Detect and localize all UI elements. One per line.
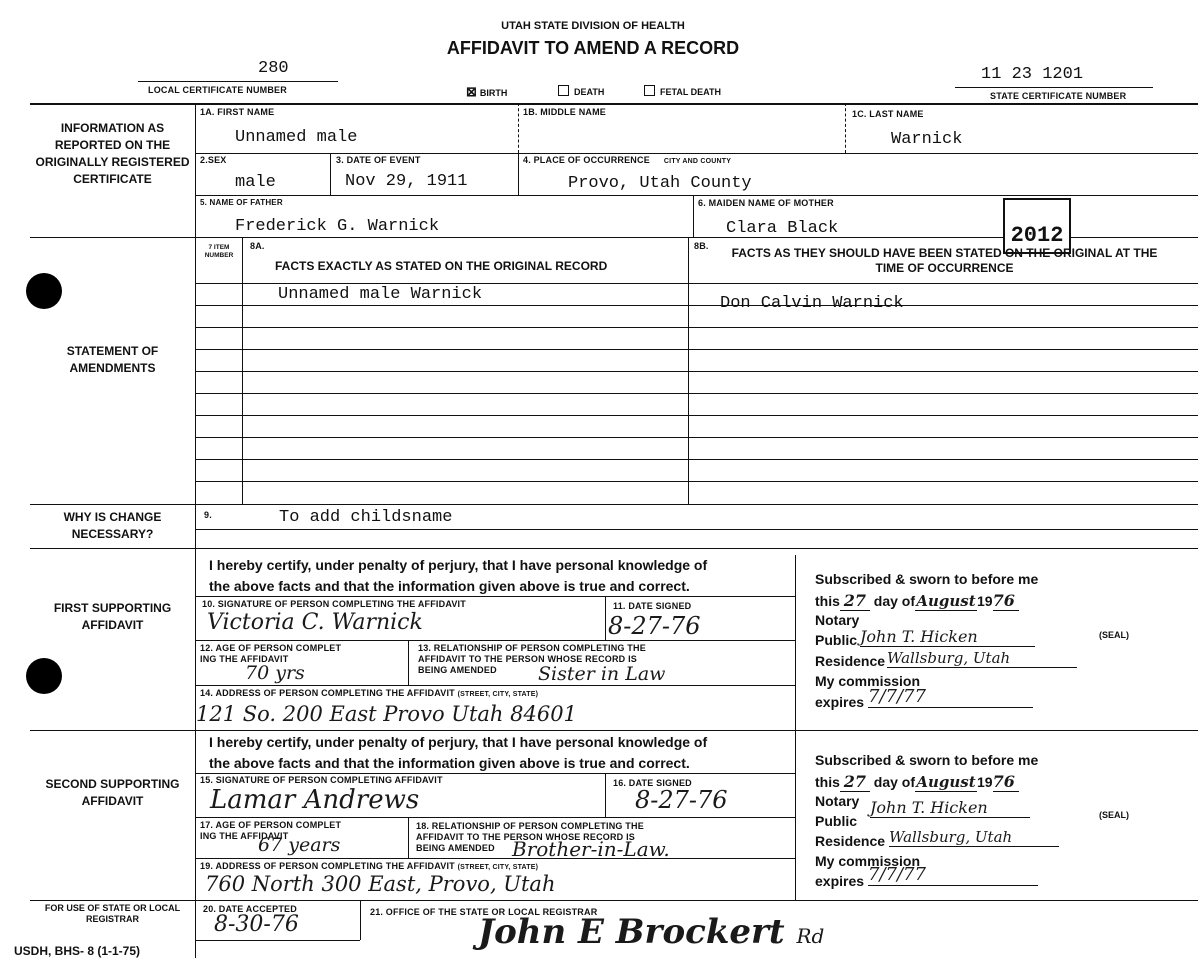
first-expires-label: expires	[815, 694, 865, 710]
form-title: AFFIDAVIT TO AMEND A RECORD	[446, 38, 740, 58]
first-certify-text: I hereby certify, under penalty of perjury, that I have personal knowledge of the above facts and that the information given above is true and correct.	[209, 557, 708, 594]
second-notary-label: Notary	[815, 793, 860, 809]
first-name-value[interactable]: Unnamed male	[235, 128, 358, 147]
registrar-office-label: 21. OFFICE OF THE STATE OR LOCAL REGISTRAR	[370, 907, 598, 917]
first-date-label: 11. DATE SIGNED	[613, 601, 692, 611]
form-code: USDH, BHS- 8 (1-1-75)	[14, 944, 141, 958]
col8b-title: FACTS AS THEY SHOULD HAVE BEEN STATED ON THE ORIGINAL AT THE TIME OF OCCURRENCE	[731, 246, 1158, 275]
registrar-signature[interactable]: John E Brockert Rd	[478, 912, 825, 952]
first-sworn-date-line: this 27 day ofAugust1976	[815, 591, 1019, 611]
binder-hole-bottom	[26, 658, 62, 694]
death-label: DEATH	[574, 87, 605, 97]
second-seal-label: (SEAL)	[1099, 810, 1129, 820]
checkbox-death[interactable]	[558, 85, 604, 97]
first-sworn-day: 27	[840, 591, 870, 611]
first-expires-value[interactable]: 7/7/77	[868, 686, 1033, 708]
binder-hole-top	[26, 273, 62, 309]
section-registrar-label: FOR USE OF STATE OR LOCAL REGISTRAR	[44, 903, 181, 924]
last-name-value[interactable]: Warnick	[891, 130, 963, 149]
father-label: 5. NAME OF FATHER	[200, 198, 283, 207]
first-address-label: 14. ADDRESS OF PERSON COMPLETING THE AFFIDAVIT (STREET, CITY, STATE)	[200, 688, 539, 698]
col8a-number: 8A.	[250, 241, 265, 251]
first-relationship-label: 13. RELATIONSHIP OF PERSON COMPLETING THE AFFIDAVIT TO THE PERSON WHOSE RECORD IS BEING AMENDED	[418, 643, 646, 675]
first-date-value[interactable]: 8-27-76	[608, 612, 701, 640]
first-address-value[interactable]: 121 So. 200 East Provo Utah 84601	[196, 702, 577, 726]
second-commission-label: My commission	[815, 853, 921, 869]
first-sig-label: 10. SIGNATURE OF PERSON COMPLETING THE AFFIDAVIT	[202, 599, 466, 609]
father-value[interactable]: Frederick G. Warnick	[235, 217, 440, 236]
second-expires-value[interactable]: 7/7/77	[868, 864, 1038, 886]
checkbox-fetal-death[interactable]	[644, 85, 721, 97]
checkbox-birth[interactable]	[466, 84, 507, 100]
checked-mark: ⊠	[466, 84, 477, 99]
first-age-label: 12. AGE OF PERSON COMPLET ING THE AFFIDAVIT	[200, 643, 342, 664]
mother-value[interactable]: Clara Black	[726, 219, 839, 238]
first-name-label: 1A. FIRST NAME	[200, 107, 275, 117]
state-cert-number: 11 23 1201	[981, 65, 1084, 84]
date-of-event-value[interactable]: Nov 29, 1911	[345, 172, 468, 191]
second-age-label: 17. AGE OF PERSON COMPLET ING THE AFFIDAVIT	[200, 820, 342, 841]
col8b-number: 8B.	[694, 241, 709, 251]
original-fact[interactable]: Unnamed male Warnick	[278, 285, 483, 304]
second-address-label: 19. ADDRESS OF PERSON COMPLETING THE AFFIDAVIT (STREET, CITY, STATE)	[200, 861, 539, 871]
section-first-label: FIRST SUPPORTING AFFIDAVIT	[53, 601, 172, 632]
first-public-label: Public	[815, 632, 858, 648]
date-accepted-value[interactable]: 8-30-76	[214, 912, 299, 937]
second-sworn-date-line: this 27 day ofAugust1976	[815, 772, 1019, 792]
agency-name: UTAH STATE DIVISION OF HEALTH	[501, 20, 685, 32]
section-info-label: INFORMATION AS REPORTED ON THE ORIGINALLY REGISTERED CERTIFICATE	[35, 121, 190, 186]
why-reason[interactable]: To add childsname	[279, 508, 453, 527]
second-relationship-label: 18. RELATIONSHIP OF PERSON COMPLETING THE AFFIDAVIT TO THE PERSON WHOSE RECORD IS BEING AMENDED	[416, 821, 644, 853]
first-signature[interactable]: Victoria C. Warnick	[207, 610, 423, 635]
second-address-value[interactable]: 760 North 300 East, Provo, Utah	[205, 872, 556, 896]
second-residence-value[interactable]: Wallsburg, Utah	[889, 828, 1059, 847]
file-stamp: 2012	[1003, 198, 1071, 254]
second-expires-label: expires	[815, 873, 865, 889]
first-age-value[interactable]: 70 yrs	[245, 662, 305, 684]
col8a-title: FACTS EXACTLY AS STATED ON THE ORIGINAL RECORD	[275, 259, 608, 273]
second-sworn-year: 76	[993, 772, 1019, 792]
corrected-fact[interactable]: Don Calvin Warnick	[720, 294, 904, 313]
second-notary-signature[interactable]: John T. Hicken	[870, 798, 1030, 818]
first-notary-signature[interactable]: John T. Hicken	[860, 627, 1035, 647]
second-public-label: Public	[815, 813, 858, 829]
local-cert-number: 280	[258, 59, 289, 78]
second-residence-label: Residence	[815, 833, 886, 849]
local-cert-label: LOCAL CERTIFICATE NUMBER	[148, 85, 287, 95]
date-accepted-label: 20. DATE ACCEPTED	[203, 904, 297, 914]
birth-label: BIRTH	[479, 88, 508, 98]
sex-value[interactable]: male	[235, 173, 276, 192]
first-seal-label: (SEAL)	[1099, 630, 1129, 640]
place-value[interactable]: Provo, Utah County	[568, 174, 752, 193]
why-number: 9.	[204, 510, 212, 520]
second-date-value[interactable]: 8-27-76	[635, 786, 728, 814]
second-date-label: 16. DATE SIGNED	[613, 778, 692, 788]
first-sworn-year: 76	[993, 591, 1019, 611]
second-signature[interactable]: Lamar Andrews	[210, 785, 420, 815]
second-sworn-day: 27	[840, 772, 870, 792]
fetal-death-label: FETAL DEATH	[660, 87, 721, 97]
middle-name-label: 1B. MIDDLE NAME	[523, 107, 607, 117]
first-sworn-line1: Subscribed & sworn to before me	[815, 571, 1039, 587]
section-second-label: SECOND SUPPORTING AFFIDAVIT	[45, 777, 180, 808]
second-age-value[interactable]: 67 years	[258, 834, 341, 856]
date-of-event-label: 3. DATE OF EVENT	[336, 155, 421, 165]
second-certify-text: I hereby certify, under penalty of perjury, that I have personal knowledge of the above facts and that the information given above is true and correct.	[209, 734, 708, 771]
second-sworn-month: August	[916, 773, 976, 791]
first-commission-label: My commission	[815, 673, 921, 689]
sex-label: 2.SEX	[200, 155, 227, 165]
second-sworn-line1: Subscribed & sworn to before me	[815, 752, 1039, 768]
first-residence-value[interactable]: Wallsburg, Utah	[887, 649, 1077, 668]
first-relationship-value[interactable]: Sister in Law	[538, 663, 666, 685]
second-sig-label: 15. SIGNATURE OF PERSON COMPLETING AFFIDAVIT	[200, 775, 443, 785]
item-number-label: 7 ITEM NUMBER	[204, 244, 234, 259]
section-statement-label: STATEMENT OF AMENDMENTS	[66, 344, 159, 375]
section-why-label: WHY IS CHANGE NECESSARY?	[63, 510, 162, 541]
last-name-label: 1C. LAST NAME	[852, 109, 924, 119]
first-notary-label: Notary	[815, 612, 860, 628]
second-relationship-value[interactable]: Brother-in-Law.	[512, 837, 670, 861]
first-residence-label: Residence	[815, 653, 886, 669]
first-sworn-month: August	[916, 592, 976, 610]
state-cert-label: STATE CERTIFICATE NUMBER	[990, 91, 1127, 101]
place-label: 4. PLACE OF OCCURRENCE CITY AND COUNTY	[523, 155, 732, 165]
mother-label: 6. MAIDEN NAME OF MOTHER	[698, 198, 834, 208]
